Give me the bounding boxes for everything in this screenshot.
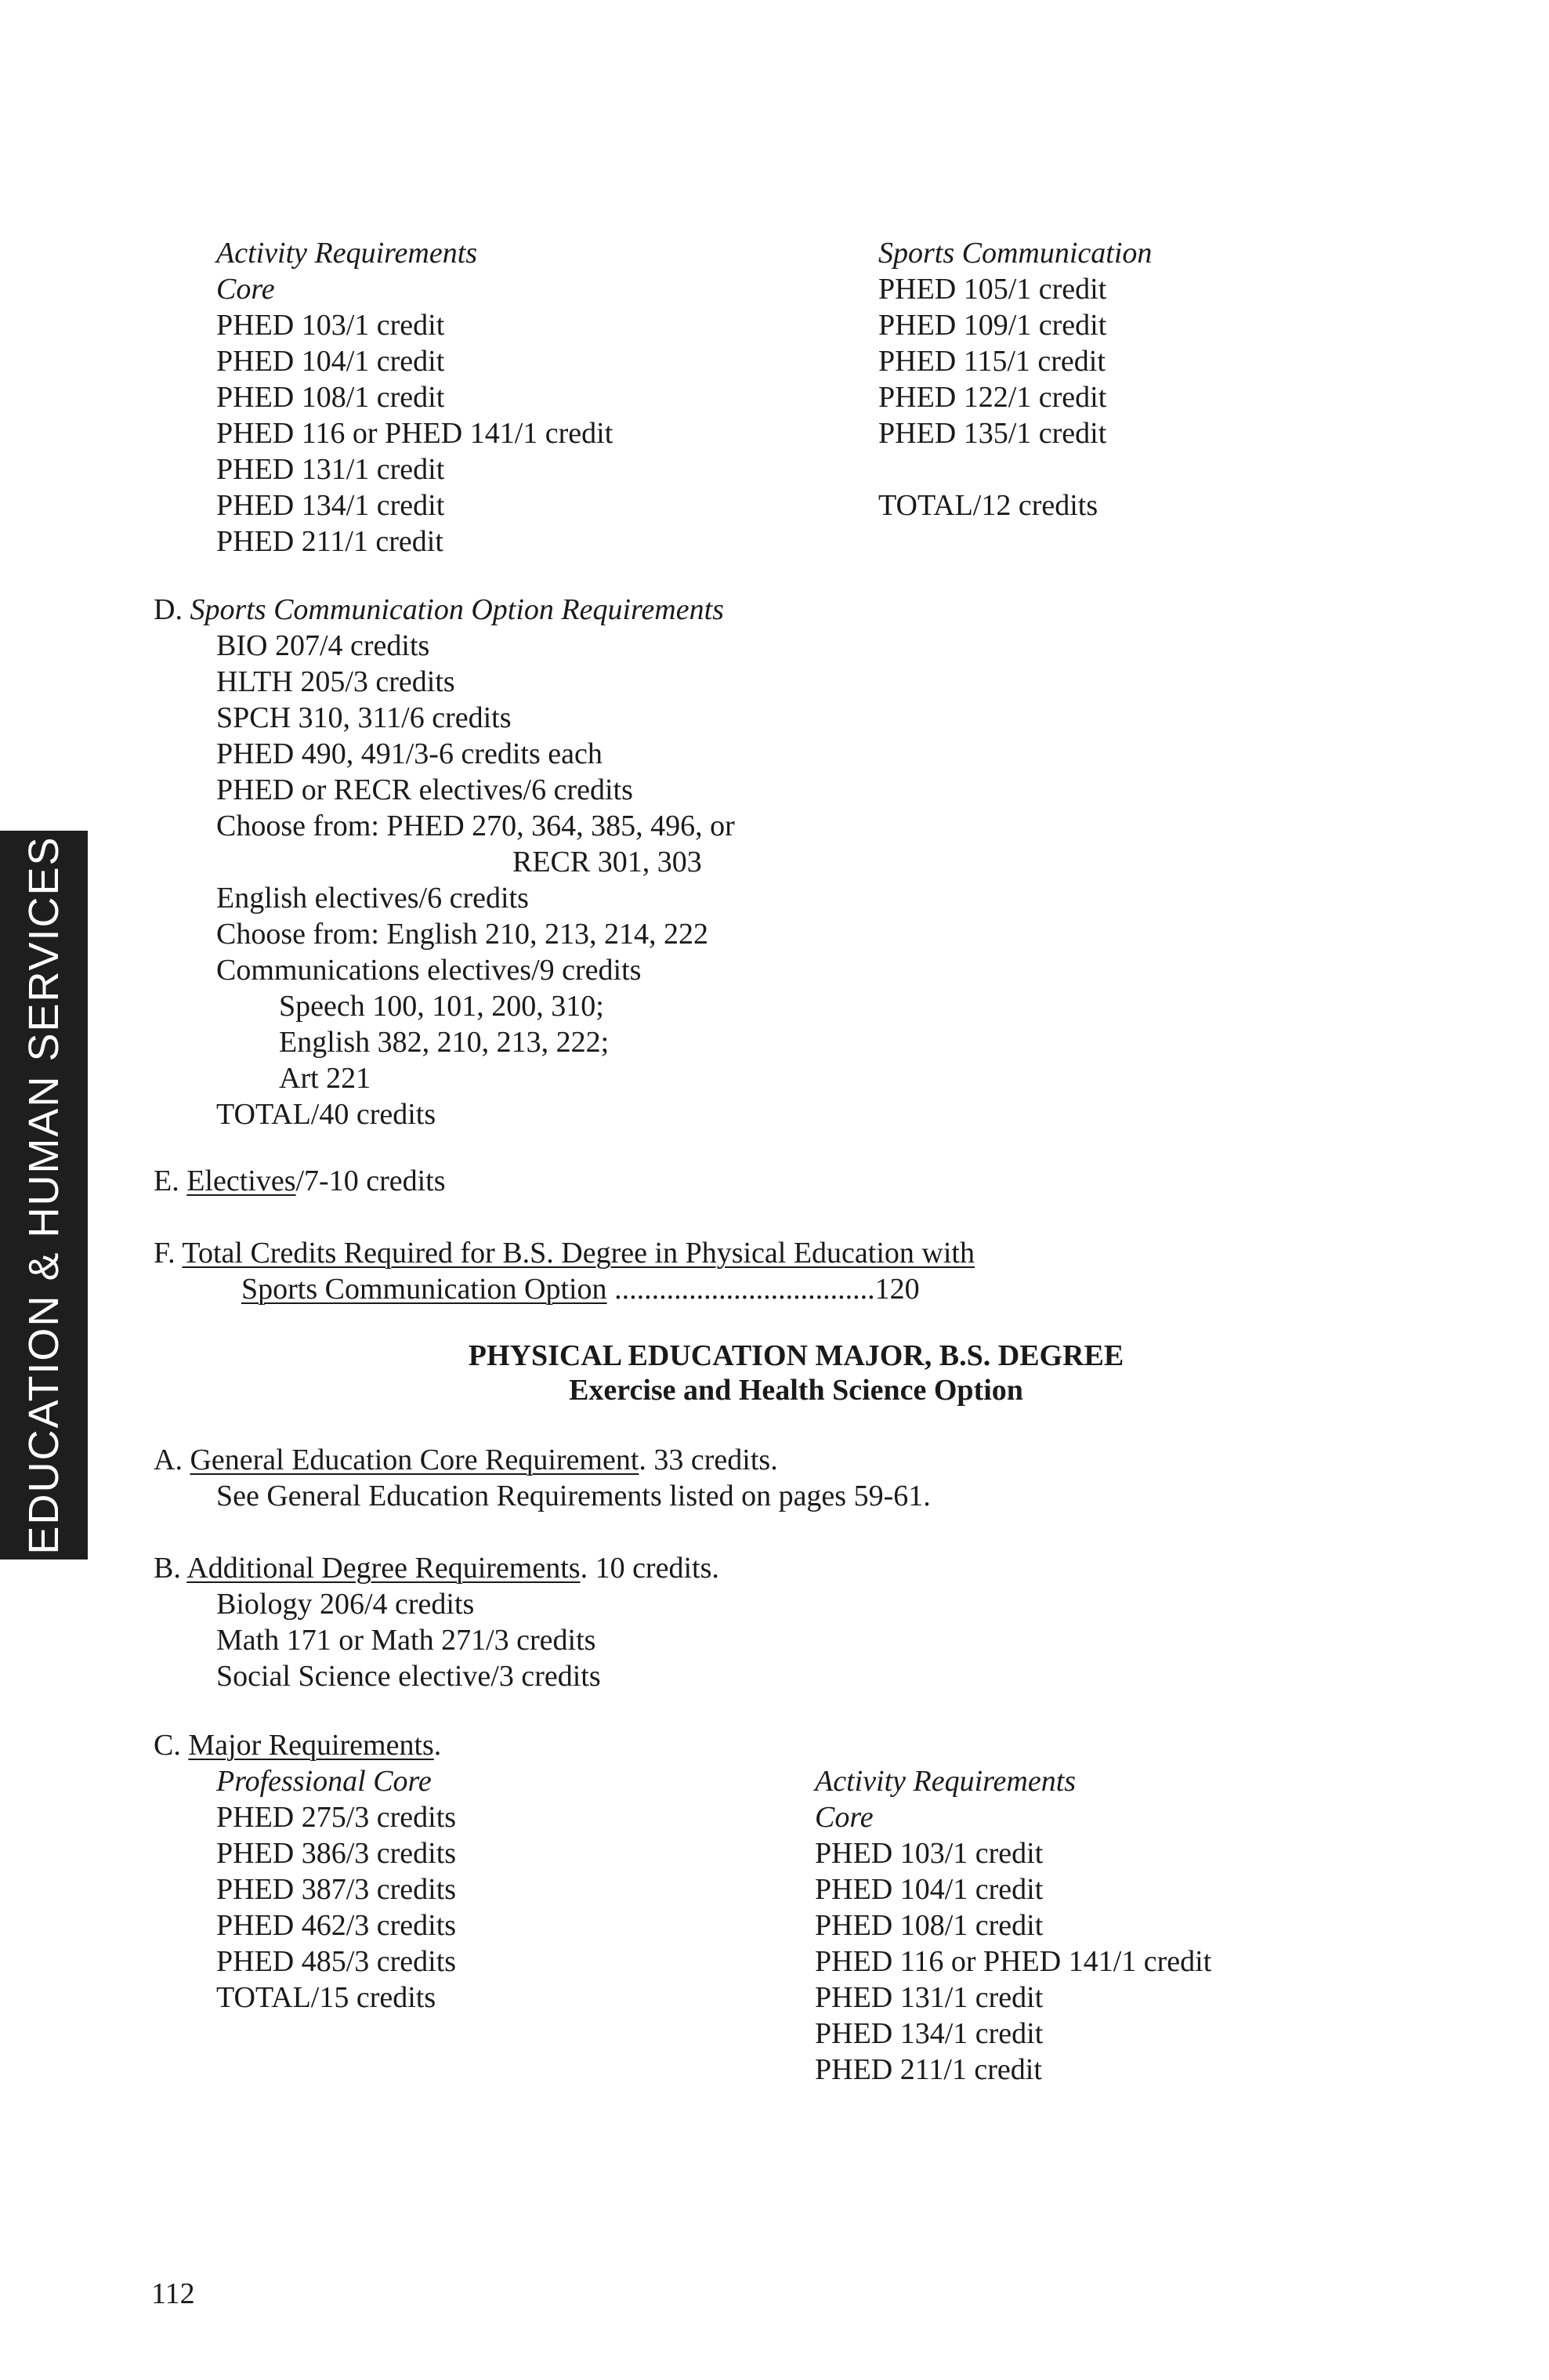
section-d-total: TOTAL/40 credits: [216, 1098, 436, 1131]
section-c: [154, 1727, 441, 1763]
section-a-letter: A.: [154, 1444, 183, 1476]
section-f-letter: F.: [154, 1237, 176, 1270]
activity-requirements-c: [815, 1763, 1211, 2088]
activity-subheading: Core: [216, 273, 275, 306]
list-item: PHED 134/1 credit: [815, 2017, 1044, 2050]
sports-communication-total: TOTAL/12 credits: [878, 489, 1098, 522]
section-d-title: Sports Communication Option Requirements: [190, 593, 724, 626]
section-b-label: Additional Degree Requirements: [186, 1552, 581, 1585]
professional-core-total: TOTAL/15 credits: [216, 1981, 436, 2014]
section-b: [154, 1550, 719, 1694]
list-item: PHED 387/3 credits: [216, 1873, 457, 1906]
list-item: PHED 122/1 credit: [878, 381, 1107, 414]
sports-communication-heading: Sports Communication: [878, 237, 1153, 270]
section-d-letter: D.: [154, 593, 183, 626]
section-a: [154, 1442, 931, 1514]
section-e: [154, 1163, 446, 1199]
dot-leader: ...................................: [614, 1273, 875, 1306]
side-tab-label: EDUCATION & HUMAN SERVICES: [20, 835, 67, 1555]
major-heading: [232, 1339, 1360, 1407]
list-item: SPCH 310, 311/6 credits: [216, 701, 512, 734]
list-item: English 382, 210, 213, 222;: [279, 1026, 610, 1059]
section-b-letter: B.: [154, 1552, 181, 1585]
list-item: Communications electives/9 credits: [216, 954, 642, 987]
list-item: Biology 206/4 credits: [216, 1588, 475, 1621]
activity-subheading: Core: [815, 1801, 874, 1834]
page-number: 112: [151, 2277, 195, 2310]
list-item: PHED 462/3 credits: [216, 1909, 457, 1942]
section-a-label: General Education Core Requirement: [190, 1444, 639, 1476]
list-item: Choose from: PHED 270, 364, 385, 496, or: [216, 810, 735, 842]
list-item: PHED 386/3 credits: [216, 1837, 457, 1870]
section-b-text: . 10 credits.: [580, 1552, 719, 1585]
list-item: HLTH 205/3 credits: [216, 665, 455, 698]
list-item: PHED 116 or PHED 141/1 credit: [815, 1945, 1212, 1978]
list-item: PHED 275/3 credits: [216, 1801, 457, 1834]
section-c-letter: C.: [154, 1729, 181, 1762]
list-item: PHED 109/1 credit: [878, 309, 1107, 342]
list-item: Choose from: English 210, 213, 214, 222: [216, 918, 709, 951]
list-item: RECR 301, 303: [512, 846, 702, 878]
list-item: PHED 103/1 credit: [815, 1837, 1044, 1870]
list-item: PHED 115/1 credit: [878, 345, 1106, 378]
section-f: [154, 1235, 975, 1307]
list-item: PHED 135/1 credit: [878, 417, 1107, 450]
list-item: PHED 104/1 credit: [815, 1873, 1044, 1906]
list-item: PHED 104/1 credit: [216, 345, 445, 378]
major-subtitle: Exercise and Health Science Option: [569, 1374, 1023, 1407]
section-c-text: .: [433, 1729, 442, 1762]
list-item: PHED 131/1 credit: [815, 1981, 1044, 2014]
section-a-note: See General Education Requirements listed on pages 59-61.: [216, 1480, 931, 1512]
list-item: PHED 211/1 credit: [815, 2053, 1042, 2086]
list-item: PHED 103/1 credit: [216, 309, 445, 342]
professional-core-heading: Professional Core: [216, 1765, 432, 1798]
major-title: PHYSICAL EDUCATION MAJOR, B.S. DEGREE: [468, 1339, 1124, 1372]
section-e-text: /7-10 credits: [295, 1165, 446, 1197]
list-item: PHED or RECR electives/6 credits: [216, 773, 633, 806]
section-c-label: Major Requirements: [188, 1729, 434, 1762]
list-item: PHED 105/1 credit: [878, 273, 1107, 306]
activity-heading: Activity Requirements: [216, 237, 478, 270]
list-item: PHED 116 or PHED 141/1 credit: [216, 417, 613, 450]
section-f-total: 120: [874, 1273, 920, 1306]
list-item: PHED 108/1 credit: [815, 1909, 1044, 1942]
list-item: Social Science elective/3 credits: [216, 1660, 601, 1693]
list-item: English electives/6 credits: [216, 882, 529, 915]
top-sports-communication: [878, 235, 1152, 523]
list-item: PHED 108/1 credit: [216, 381, 445, 414]
activity-heading: Activity Requirements: [815, 1765, 1077, 1798]
list-item: PHED 131/1 credit: [216, 453, 445, 486]
section-side-tab: [0, 831, 88, 1559]
list-item: PHED 211/1 credit: [216, 525, 443, 558]
section-f-line2: Sports Communication Option: [241, 1273, 607, 1306]
section-a-text: . 33 credits.: [639, 1444, 778, 1476]
list-item: Speech 100, 101, 200, 310;: [279, 990, 604, 1023]
list-item: Math 171 or Math 271/3 credits: [216, 1624, 596, 1657]
professional-core: [216, 1763, 456, 2016]
section-e-label: Electives: [186, 1165, 296, 1197]
list-item: PHED 134/1 credit: [216, 489, 445, 522]
list-item: PHED 490, 491/3-6 credits each: [216, 737, 603, 770]
section-e-letter: E.: [154, 1165, 179, 1197]
list-item: PHED 485/3 credits: [216, 1945, 457, 1978]
section-f-line1: Total Credits Required for B.S. Degree in Physical Education with: [182, 1237, 975, 1270]
section-d: [154, 592, 735, 1132]
list-item: BIO 207/4 credits: [216, 629, 430, 662]
top-activity-requirements: [216, 235, 613, 560]
list-item: Art 221: [279, 1062, 371, 1095]
